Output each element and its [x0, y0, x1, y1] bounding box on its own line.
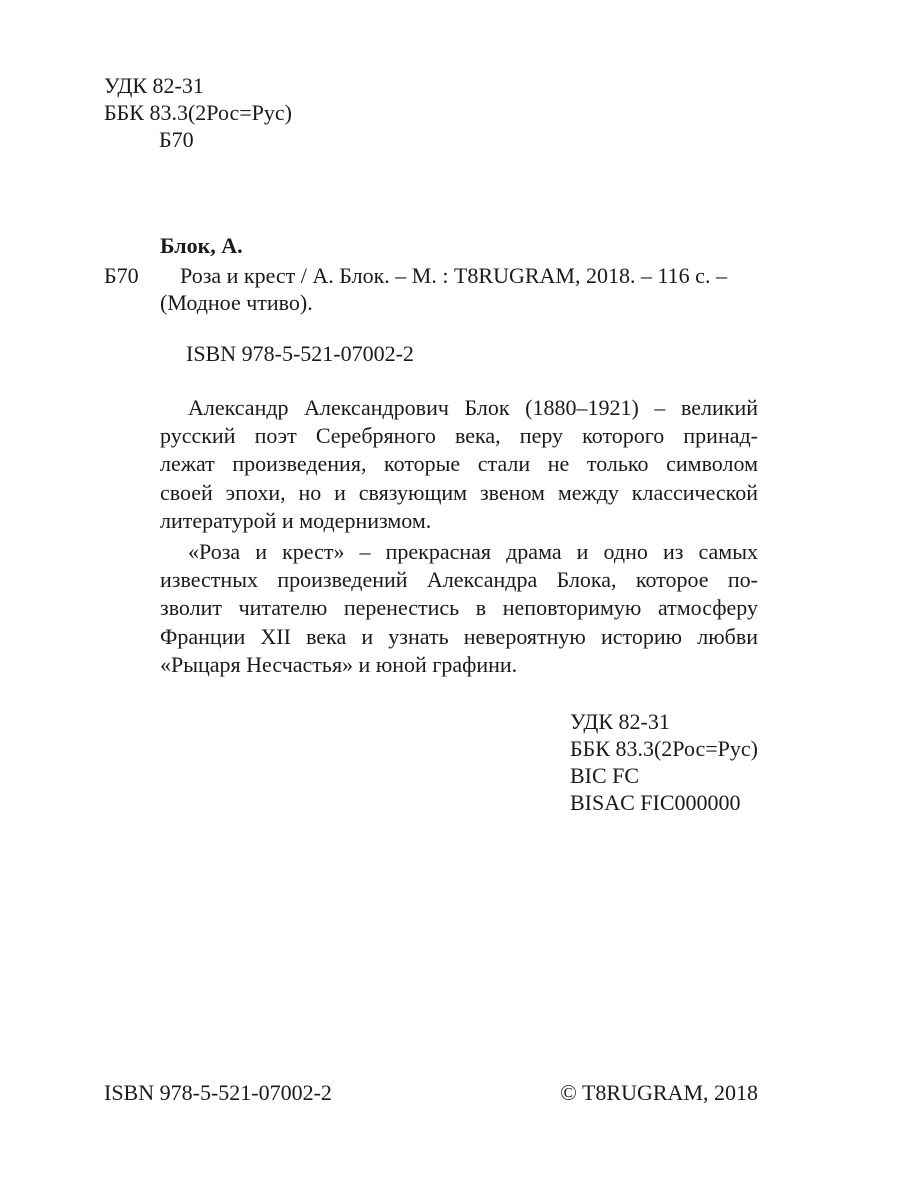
annotation-p2-line: зволит читателю перенестись в неповторимую атмосферу [160, 595, 758, 621]
annotation-p2-line: «Рыцаря Несчастья» и юной графини. [160, 651, 518, 677]
annotation-p1-line: лежат произведения, которые стали не только символом [160, 451, 758, 477]
class-bbk: ББК 83.3(2Рос=Рус) [570, 736, 758, 761]
top-udk: УДК 82-31 [104, 73, 204, 98]
top-bbk: ББК 83.3(2Рос=Рус) [104, 100, 292, 125]
annotation-p1-line: своей эпохи, но и связующим звеном между классической [160, 479, 758, 505]
footer-isbn: ISBN 978-5-521-07002-2 [104, 1080, 332, 1105]
annotation-p1-line: русский поэт Серебряного века, перу которого принад- [160, 423, 758, 449]
record-title-line-2: (Модное чтиво). [160, 290, 313, 315]
class-udk: УДК 82-31 [570, 709, 670, 734]
record-mark: Б70 [104, 263, 139, 288]
footer-copyright: © T8RUGRAM, 2018 [560, 1080, 758, 1105]
top-author-mark: Б70 [159, 127, 194, 152]
class-bic: BIC FC [570, 763, 640, 788]
record-author: Блок, А. [160, 233, 243, 258]
annotation-p2-line: известных произведений Александра Блока, которое по- [160, 567, 758, 593]
annotation-p2-line: Франции XII века и узнать невероятную историю любви [160, 623, 758, 649]
record-isbn: ISBN 978-5-521-07002-2 [186, 341, 414, 366]
annotation-paragraph-2 [160, 538, 758, 679]
record-title-line-1: Роза и крест / А. Блок. – М. : T8RUGRAM, 2018. – 116 с. – [180, 263, 727, 288]
annotation-p1-line: литературой и модернизмом. [160, 507, 432, 533]
annotation-p1-line: Александр Александрович Блок (1880–1921) – великий [188, 395, 758, 420]
annotation-paragraph-1 [160, 394, 758, 535]
annotation-p2-line: «Роза и крест» – прекрасная драма и одно из самых [188, 539, 758, 564]
class-bisac: BISAC FIC000000 [570, 790, 741, 815]
